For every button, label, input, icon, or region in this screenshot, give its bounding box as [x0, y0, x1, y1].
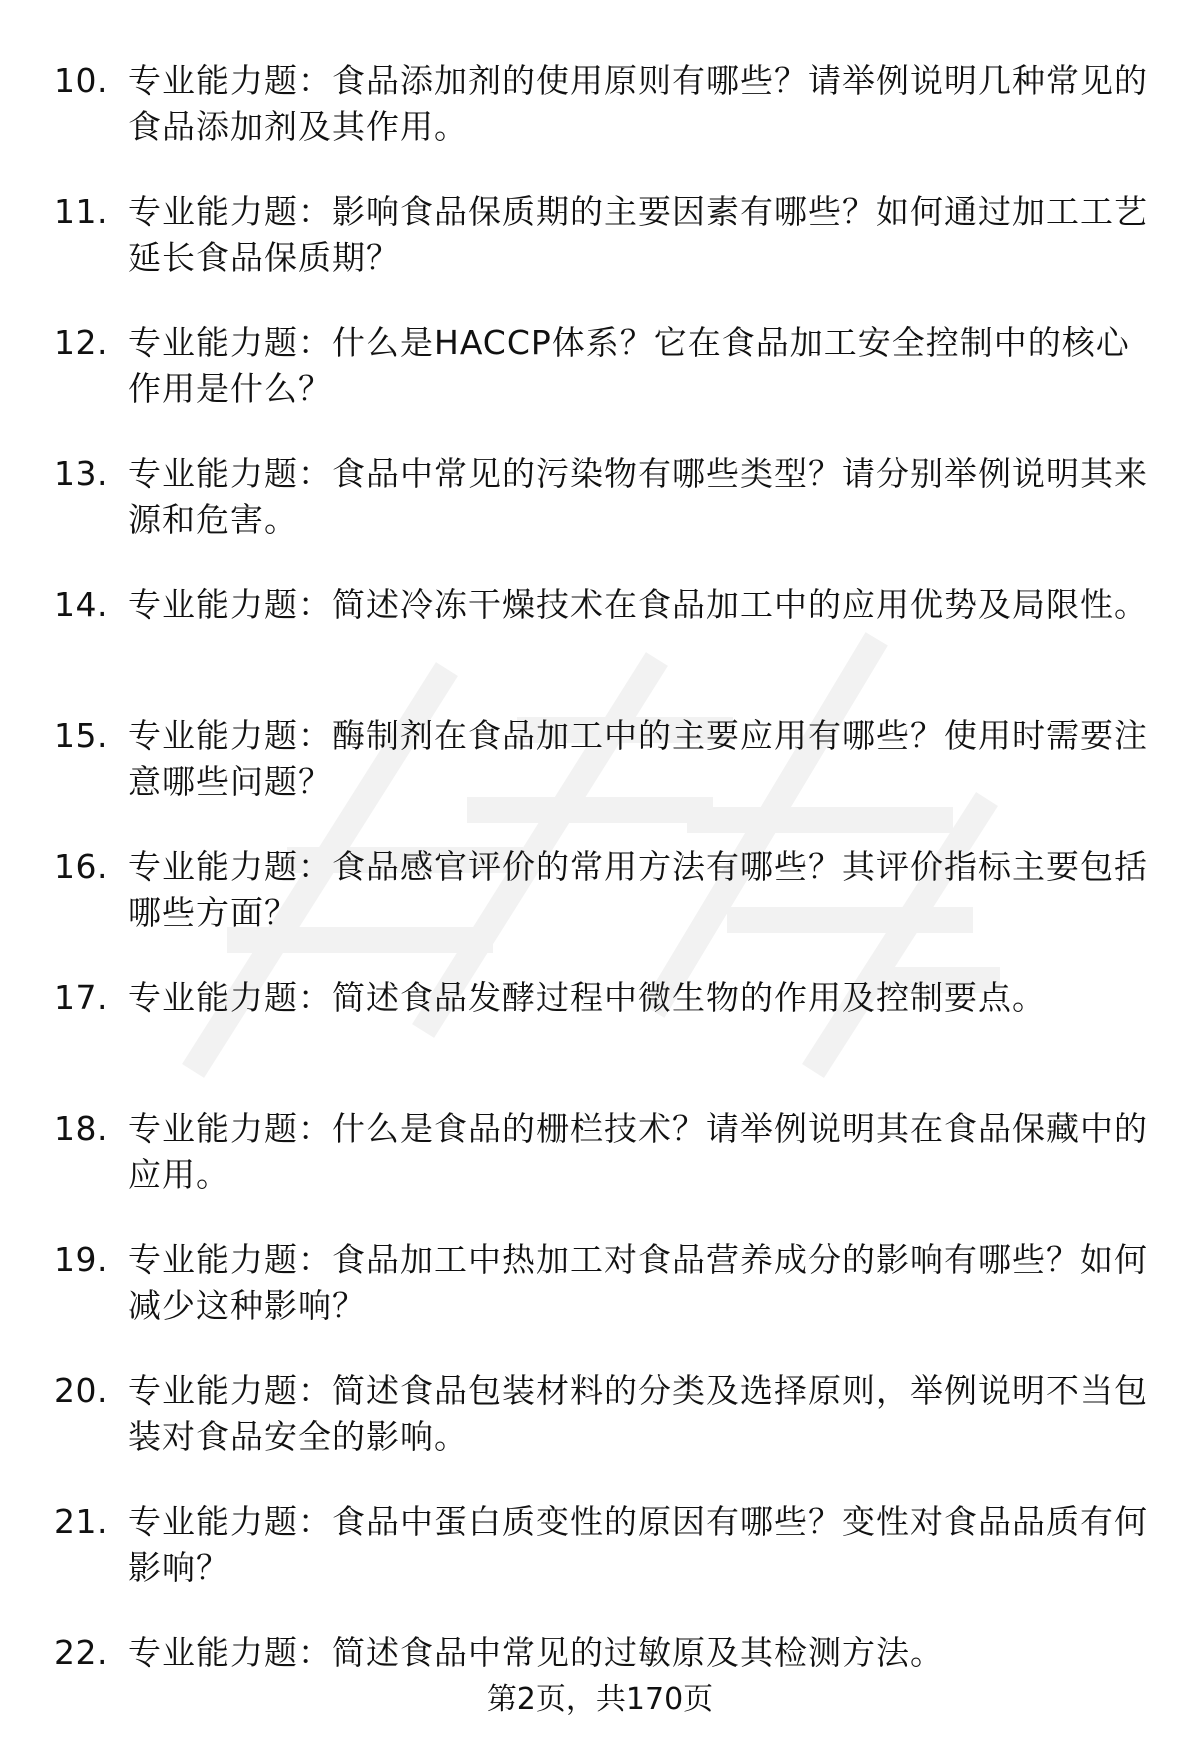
- question-text: 专业能力题：什么是HACCP体系？它在食品加工安全控制中的核心作用是什么？: [128, 323, 1130, 408]
- question-text: 专业能力题：简述食品中常见的过敏原及其检测方法。: [128, 1633, 944, 1672]
- question-number: 14.: [54, 585, 108, 624]
- question-item: [0, 451, 1200, 582]
- question-number: 21.: [54, 1502, 108, 1541]
- question-item: [0, 1106, 1200, 1237]
- question-text: 专业能力题：影响食品保质期的主要因素有哪些？如何通过加工工艺延长食品保质期？: [128, 192, 1148, 277]
- question-text: 专业能力题：食品加工中热加工对食品营养成分的影响有哪些？如何减少这种影响？: [128, 1240, 1148, 1325]
- question-number: 11.: [54, 192, 108, 231]
- question-item: [0, 844, 1200, 975]
- question-item: [0, 189, 1200, 320]
- question-text: 专业能力题：食品中蛋白质变性的原因有哪些？变性对食品品质有何影响？: [128, 1502, 1148, 1587]
- question-number: 15.: [54, 716, 108, 755]
- question-item: [0, 713, 1200, 844]
- question-number: 19.: [54, 1240, 108, 1279]
- question-number: 17.: [54, 978, 108, 1017]
- question-text: 专业能力题：食品中常见的污染物有哪些类型？请分别举例说明其来源和危害。: [128, 454, 1148, 539]
- question-number: 10.: [54, 61, 108, 100]
- question-text: 专业能力题：酶制剂在食品加工中的主要应用有哪些？使用时需要注意哪些问题？: [128, 716, 1148, 801]
- question-item: [0, 1499, 1200, 1630]
- question-number: 12.: [54, 323, 108, 362]
- question-text: 专业能力题：简述冷冻干燥技术在食品加工中的应用优势及局限性。: [128, 585, 1148, 624]
- question-item: [0, 320, 1200, 451]
- question-text: 专业能力题：食品感官评价的常用方法有哪些？其评价指标主要包括哪些方面？: [128, 847, 1148, 932]
- question-number: 20.: [54, 1371, 108, 1410]
- question-number: 16.: [54, 847, 108, 886]
- question-text: 专业能力题：什么是食品的栅栏技术？请举例说明其在食品保藏中的应用。: [128, 1109, 1148, 1194]
- question-number: 13.: [54, 454, 108, 493]
- question-text: 专业能力题：简述食品包装材料的分类及选择原则，举例说明不当包装对食品安全的影响。: [128, 1371, 1148, 1456]
- page-footer: 第2页，共170页: [486, 1682, 714, 1717]
- question-item: [0, 1237, 1200, 1368]
- question-text: 专业能力题：食品添加剂的使用原则有哪些？请举例说明几种常见的食品添加剂及其作用。: [128, 61, 1148, 146]
- question-item: [0, 58, 1200, 189]
- question-number: 18.: [54, 1109, 108, 1148]
- question-number: 22.: [54, 1633, 108, 1672]
- question-item: [0, 975, 1200, 1106]
- question-item: [0, 1368, 1200, 1499]
- question-item: [0, 582, 1200, 713]
- question-text: 专业能力题：简述食品发酵过程中微生物的作用及控制要点。: [128, 978, 1046, 1017]
- question-list: [0, 58, 1200, 1761]
